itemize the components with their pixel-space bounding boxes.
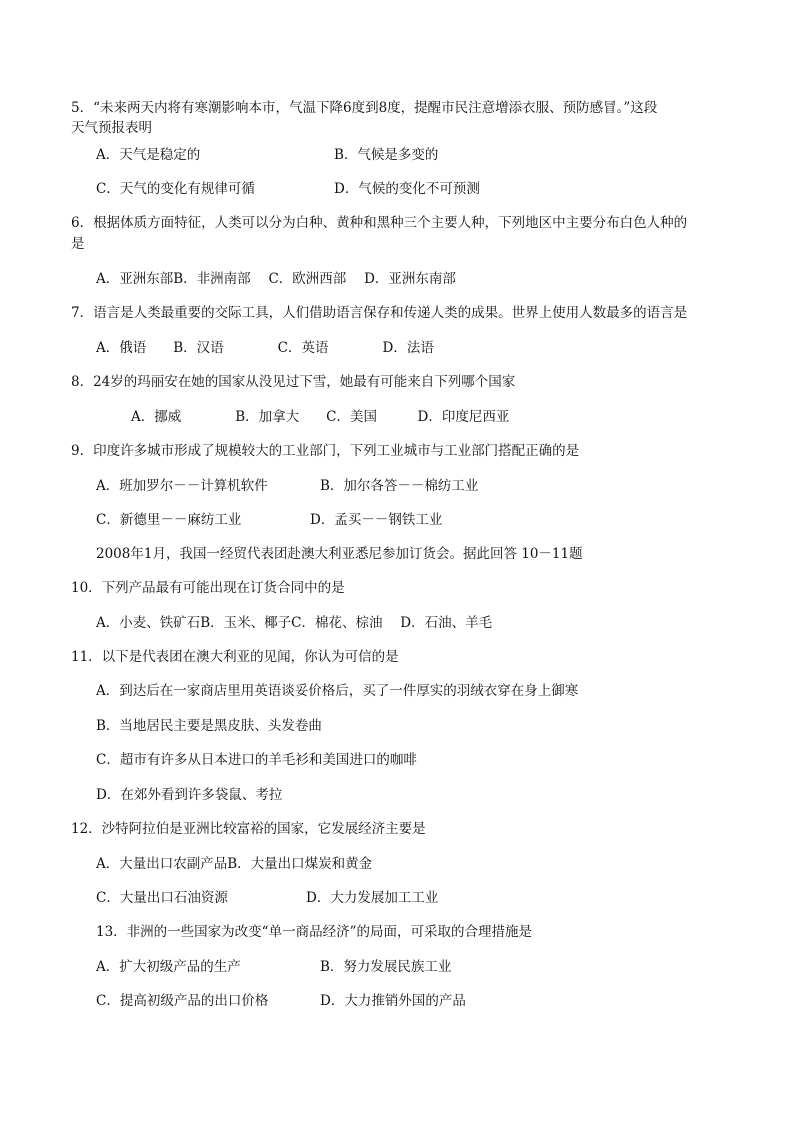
q5-option-b: B．气候是多变的: [334, 147, 439, 163]
q9-option-c: C．新德里－－麻纺工业: [96, 512, 242, 528]
q12-stem: 12．沙特阿拉伯是亚洲比较富裕的国家，它发展经济主要是: [71, 821, 426, 837]
q5-option-d: D．气候的变化不可预测: [334, 181, 480, 197]
q5-stem-line2: 天气预报表明: [71, 120, 152, 136]
q7-options: A．俄语 B．汉语 C．英语 D．法语: [96, 340, 434, 356]
q10-options: A．小麦、铁矿石B．玉米、椰子C．棉花、棕油 D．石油、羊毛: [96, 615, 493, 631]
q9-option-a: A．班加罗尔－－计算机软件: [96, 478, 268, 494]
q11-option-b: B．当地居民主要是黑皮肤、头发卷曲: [96, 718, 322, 734]
q13-option-d: D．大力推销外国的产品: [320, 993, 466, 1009]
q11-option-c: C．超市有许多从日本进口的羊毛衫和美国进口的咖啡: [96, 752, 417, 768]
intro-10-11: 2008年1月，我国一经贸代表团赴澳大利亚悉尼参加订货会。据此回答 10－11题: [96, 546, 583, 562]
q13-option-a: A．扩大初级产品的生产: [96, 959, 241, 975]
q12-options-ab: A．大量出口农副产品B．大量出口煤炭和黄金: [96, 856, 373, 872]
q12-option-c: C．大量出口石油资源: [96, 890, 228, 906]
q10-stem: 10．下列产品最有可能出现在订货合同中的是: [71, 580, 345, 596]
q6-stem-line2: 是: [71, 236, 85, 252]
q12-option-d: D．大力发展加工工业: [306, 890, 439, 906]
q6-stem-line1: 6．根据体质方面特征，人类可以分为白种、黄种和黑种三个主要人种，下列地区中主要分布白色人种的: [71, 215, 688, 231]
q13-option-c: C．提高初级产品的出口价格: [96, 993, 269, 1009]
q13-option-b: B．努力发展民族工业: [320, 959, 452, 975]
q5-option-a: A．天气是稳定的: [96, 147, 201, 163]
q7-stem: 7．语言是人类最重要的交际工具，人们借助语言保存和传递人类的成果。世界上使用人数最多的语言是: [71, 305, 688, 321]
q11-option-a: A．到达后在一家商店里用英语谈妥价格后，买了一件厚实的羽绒衣穿在身上御寒: [96, 683, 579, 699]
q9-option-d: D．孟买－－钢铁工业: [310, 512, 443, 528]
q5-stem-line1: 5．“未来两天内将有寒潮影响本市，气温下降6度到8度，提醒市民注意增添衣服、预防感冒。”这段: [71, 100, 658, 116]
q8-options: A．挪威 B．加拿大 C．美国 D．印度尼西亚: [131, 409, 510, 425]
q13-stem: 13．非洲的一些国家为改变“单一商品经济”的局面，可采取的合理措施是: [96, 924, 532, 940]
q9-option-b: B．加尔各答－－棉纺工业: [320, 478, 479, 494]
q6-options: A．亚洲东部B．非洲南部 C．欧洲西部 D．亚洲东南部: [96, 271, 456, 287]
q8-stem: 8．24岁的玛丽安在她的国家从没见过下雪，她最有可能来自下列哪个国家: [71, 374, 516, 390]
q5-option-c: C．天气的变化有规律可循: [96, 181, 255, 197]
q9-stem: 9．印度许多城市形成了规模较大的工业部门，下列工业城市与工业部门搭配正确的是: [71, 443, 580, 459]
q11-stem: 11．以下是代表团在澳大利亚的见闻，你认为可信的是: [71, 649, 399, 665]
q11-option-d: D．在郊外看到许多袋鼠、考拉: [96, 787, 283, 803]
